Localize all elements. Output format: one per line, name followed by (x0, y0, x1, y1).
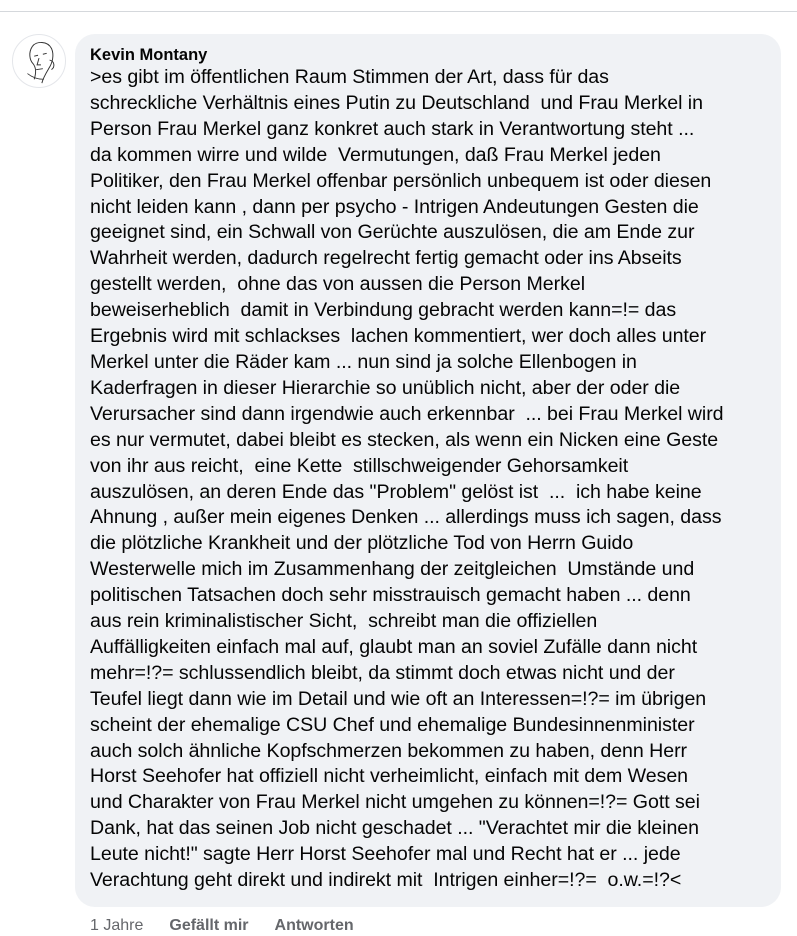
comment-author[interactable]: Kevin Montany (90, 46, 208, 64)
comment-text-line: Dank, hat das seinen Job nicht geschadet ... "Verachtet mir die kleinen (90, 817, 699, 840)
comment-text-line: Wahrheit werden, dadurch regelrecht fertig gemacht oder ins Abseits (90, 247, 682, 270)
like-button[interactable]: Gefällt mir (169, 917, 249, 934)
comment-text-line: Verachtung geht direkt und indirekt mit Intrigen einher=!?= o.w.=!?< (90, 869, 682, 892)
comment-text-line: mehr=!?= schlussendlich bleibt, da stimmt doch etwas nicht und der (90, 661, 675, 684)
comment-text-line: und Charakter von Frau Merkel nicht umgehen zu können=!?= Gott sei (90, 791, 700, 814)
comment-actions (90, 916, 354, 936)
comment-text-line: geeignet sind, ein Schwall von Gerüchte auszulösen, die am Ende zur (90, 221, 695, 244)
comment-text-line: nicht leiden kann , dann per psycho - Intrigen Andeutungen Gesten die (90, 195, 699, 218)
comment-text-line: Politiker, den Frau Merkel offenbar persönlich unbequem ist oder diesen (90, 169, 712, 192)
comment-text-line: es nur vermutet, dabei bleibt es stecken, als wenn ein Nicken eine Geste (90, 428, 719, 451)
comment-text-line: >es gibt im öffentlichen Raum Stimmen der Art, dass für das (90, 66, 609, 88)
comment-text-line: auch solch ähnliche Kopfschmerzen bekommen zu haben, denn Herr (90, 739, 688, 762)
comment-text-line: Auffälligkeiten einfach mal auf, glaubt man an soviel Zufälle dann nicht (90, 635, 698, 658)
comment-text (90, 65, 767, 894)
reply-button[interactable]: Antworten (274, 917, 354, 934)
comment-timestamp[interactable]: 1 Jahre (90, 917, 144, 934)
comment-text-line: Ahnung , außer mein eigenes Denken ... allerdings muss ich sagen, dass (90, 506, 722, 529)
avatar[interactable] (12, 34, 66, 88)
comment-text-line: Leute nicht!" sagte Herr Horst Seehofer mal und Recht hat er ... jede (90, 843, 681, 866)
comment-text-line: Teufel liegt dann wie im Detail und wie oft an Interessen=!?= im übrigen (90, 687, 707, 710)
comment-text-line: aus rein kriminalistischer Sicht, schreibt man die offiziellen (90, 610, 598, 633)
comment-text-line: Merkel unter die Räder kam ... nun sind ja solche Ellenbogen in (90, 350, 637, 373)
comment-text-line: Westerwelle mich im Zusammenhang der zeitgleichen Umstände und (90, 558, 695, 581)
comment-text-line: schreckliche Verhältnis eines Putin zu Deutschland und Frau Merkel in (90, 91, 703, 114)
top-divider (0, 11, 797, 12)
comment-text-line: von ihr aus reicht, eine Kette stillschweigender Gehorsamkeit (90, 454, 629, 477)
comment-text-line: beweiserheblich damit in Verbindung gebracht werden kann=!= das (90, 299, 677, 322)
comment-text-line: da kommen wirre und wilde Vermutungen, daß Frau Merkel jeden (90, 143, 661, 166)
comment-text-line: Person Frau Merkel ganz konkret auch stark in Verantwortung steht ... (90, 117, 695, 140)
comment-bubble (75, 34, 781, 907)
comment-text-line: Kaderfragen in dieser Hierarchie so unüblich nicht, aber der oder die (90, 376, 681, 399)
comment-text-line: die plötzliche Krankheit und der plötzliche Tod von Herrn Guido (90, 532, 634, 555)
comment-text-line: politischen Tatsachen doch sehr misstrauisch gemacht haben ... denn (90, 584, 691, 607)
comment-text-line: scheint der ehemalige CSU Chef und ehemalige Bundesinnenminister (90, 713, 695, 736)
comment-text-line: gestellt werden, ohne das von aussen die Person Merkel (90, 273, 586, 296)
comment-text-line: Ergebnis wird mit schlackses lachen kommentiert, wer doch alles unter (90, 325, 707, 348)
comment-text-line: auszulösen, an deren Ende das "Problem" gelöst ist ... ich habe keine (90, 480, 702, 503)
sketch-face-icon (13, 35, 65, 87)
comment-text-line: Verursacher sind dann irgendwie auch erkennbar ... bei Frau Merkel wird (90, 402, 724, 425)
comment-text-line: Horst Seehofer hat offiziell nicht verheimlicht, einfach mit dem Wesen (90, 765, 689, 788)
